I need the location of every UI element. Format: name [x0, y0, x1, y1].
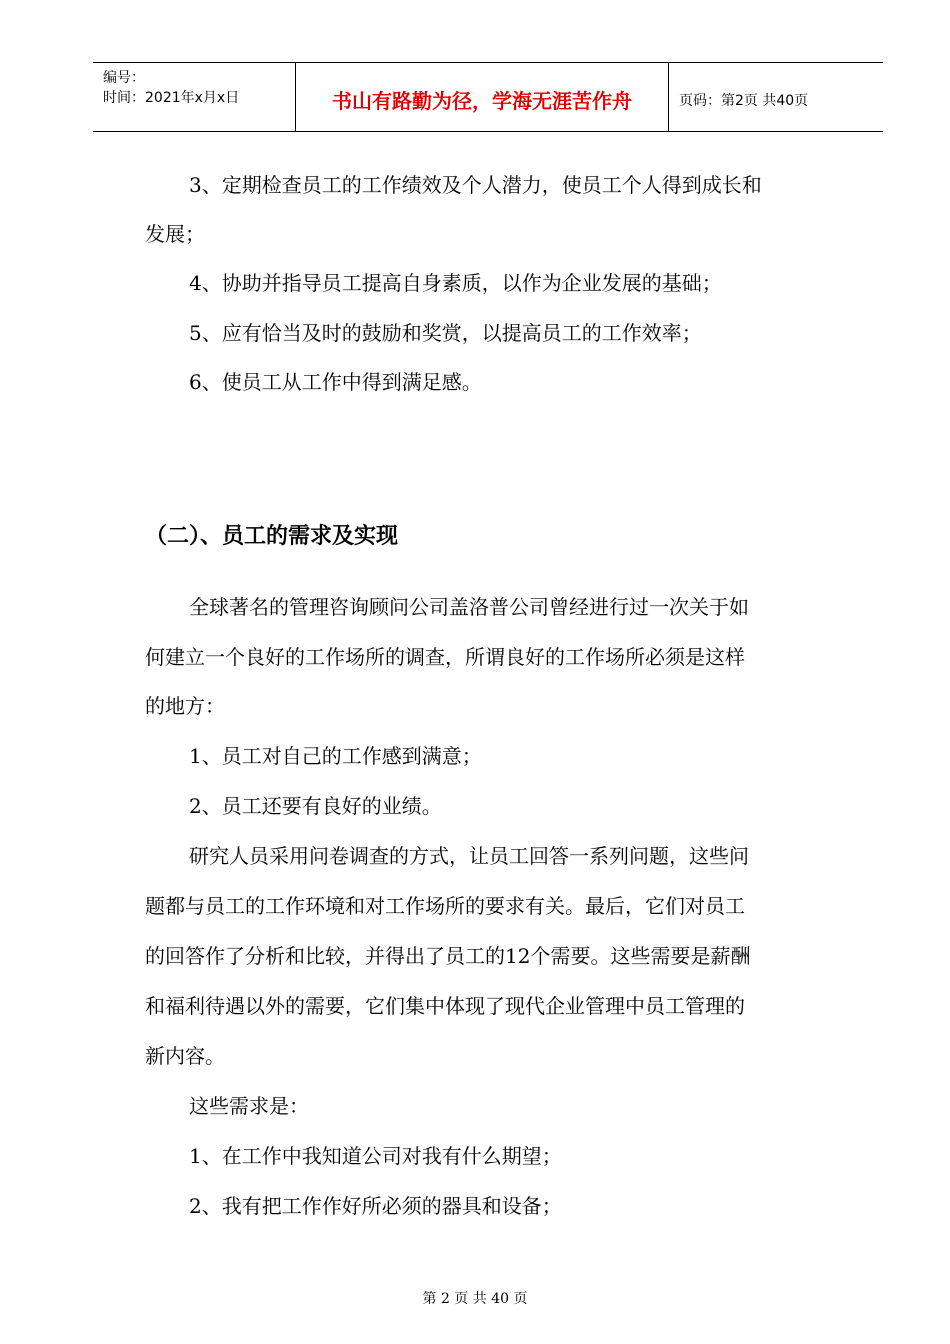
page-header: [93, 62, 883, 132]
paragraph-line: 全球著名的管理咨询顾问公司盖洛普公司曾经进行过一次关于如: [189, 595, 749, 619]
paragraph-line: 何建立一个良好的工作场所的调查，所谓良好的工作场所必须是这样: [145, 645, 745, 669]
paragraph-line: 新内容。: [145, 1044, 225, 1068]
header-left-cell: [93, 63, 295, 131]
document-number-label: 编号：: [103, 70, 145, 86]
header-page-info: 页码：第2页 共40页: [679, 93, 809, 109]
page-footer: 第 2 页 共 40 页: [422, 1291, 528, 1307]
paragraph-line: 和福利待遇以外的需要，它们集中体现了现代企业管理中员工管理的: [145, 994, 745, 1018]
list-item: 2、我有把工作作好所必须的器具和设备；: [189, 1194, 562, 1218]
list-item: 6、使员工从工作中得到满足感。: [189, 370, 482, 394]
list-item: 3、定期检查员工的工作绩效及个人潜力，使员工个人得到成长和: [189, 173, 762, 197]
paragraph-line: 研究人员采用问卷调查的方式，让员工回答一系列问题，这些问: [189, 844, 749, 868]
paragraph-line: 题都与员工的工作环境和对工作场所的要求有关。最后，它们对员工: [145, 894, 745, 918]
list-item: 2、员工还要有良好的业绩。: [189, 794, 442, 818]
list-item: 4、协助并指导员工提高自身素质，以作为企业发展的基础；: [189, 271, 722, 295]
paragraph-line: 的回答作了分析和比较，并得出了员工的12个需要。这些需要是薪酬: [145, 944, 751, 968]
paragraph-line: 的地方：: [145, 694, 225, 718]
section-heading: （二）、员工的需求及实现: [145, 524, 399, 549]
list-item: 1、员工对自己的工作感到满意；: [189, 744, 482, 768]
header-motto-cell: [295, 63, 669, 131]
list-item-continuation: 发展；: [145, 222, 205, 246]
header-motto: 书山有路勤为径，学海无涯苦作舟: [332, 89, 632, 113]
list-item: 5、应有恰当及时的鼓励和奖赏，以提高员工的工作效率；: [189, 321, 702, 345]
paragraph-line: 这些需求是：: [189, 1094, 309, 1118]
document-time-label: 时间：2021年x月x日: [103, 90, 240, 106]
list-item: 1、在工作中我知道公司对我有什么期望；: [189, 1144, 562, 1168]
header-right-cell: [669, 63, 883, 131]
